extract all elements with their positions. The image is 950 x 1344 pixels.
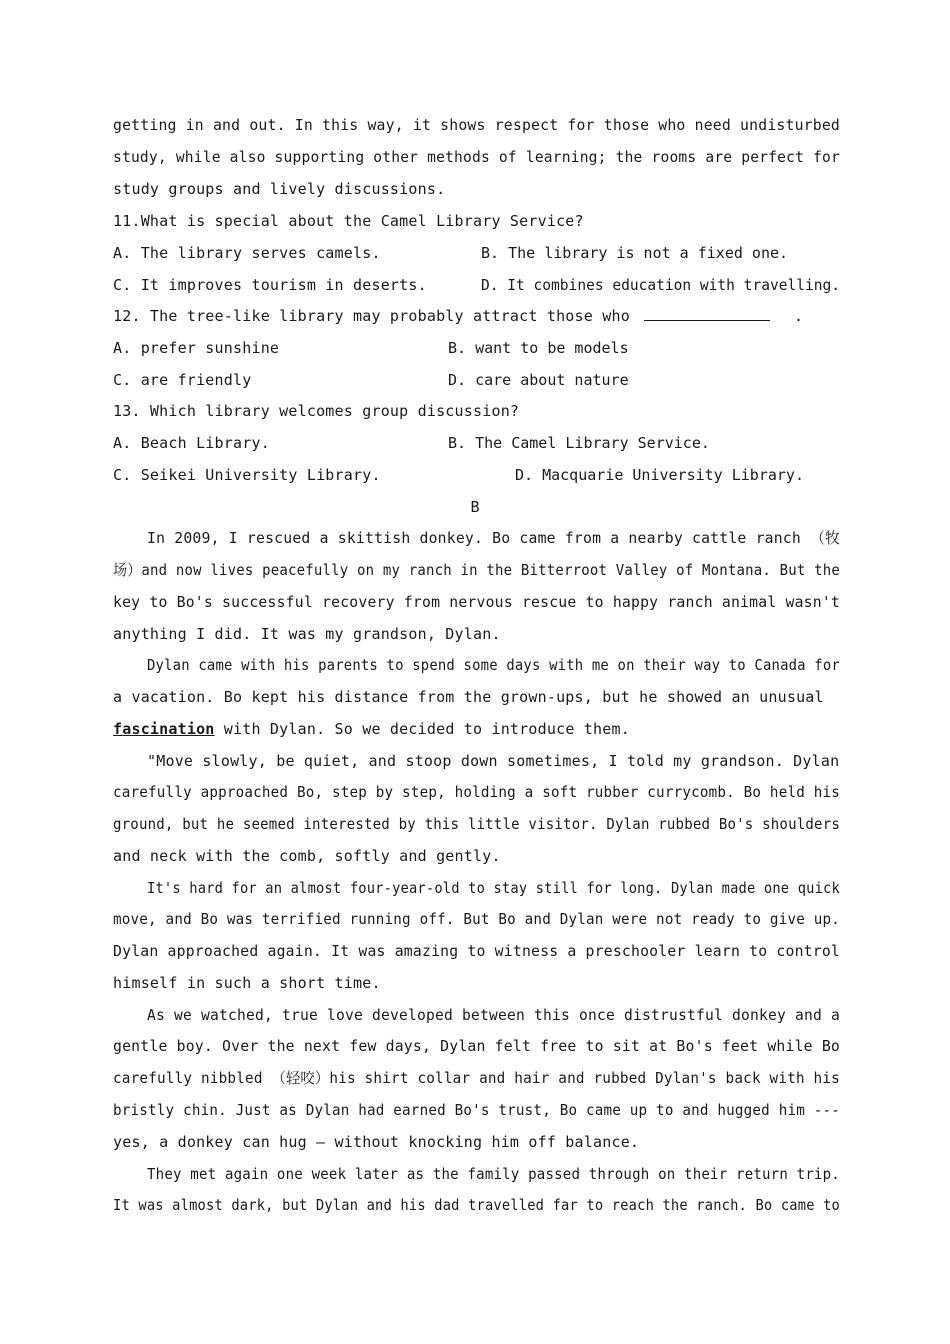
question-12-option-b: B. want to be models <box>448 339 629 357</box>
underlined-word: fascination <box>113 720 215 738</box>
paragraph-line: gentle boy. Over the next few days, Dylan felt free to sit at Bo's feet while Bo <box>113 1037 841 1055</box>
paragraph-line: As we watched, true love developed between this once distrustful donkey and a <box>147 1006 841 1024</box>
paragraph-line: bristly chin. Just as Dylan had earned Bo's trust, Bo came up to and hugged him --- <box>113 1101 841 1119</box>
paragraph-line: They met again one week later as the family passed through on their return trip. <box>147 1165 840 1183</box>
paragraph-line: In 2009, I rescued a skittish donkey. Bo came from a nearby cattle ranch （牧 <box>147 529 840 547</box>
paragraph-text: with Dylan. So we decided to introduce them. <box>214 720 630 738</box>
section-b-heading: B <box>470 498 480 516</box>
question-13-stem: 13. Which library welcomes group discussion? <box>113 402 520 420</box>
passage-a-line: study groups and lively discussions. <box>113 180 446 198</box>
paragraph-line: himself in such a short time. <box>113 974 381 992</box>
question-12-line <box>113 306 803 326</box>
question-12-option-a: A. prefer sunshine <box>113 339 280 357</box>
paragraph-line: anything I did. It was my grandson, Dylan. <box>113 625 501 643</box>
paragraph-line: and neck with the comb, softly and gently. <box>113 847 501 865</box>
question-12-option-d: D. care about nature <box>448 371 629 389</box>
passage-a-line: study, while also supporting other methods of learning; the rooms are perfect for <box>113 148 840 166</box>
question-13-option-a: A. Beach Library. <box>113 434 270 452</box>
question-11-stem: 11.What is special about the Camel Library Service? <box>113 212 584 230</box>
paragraph-line <box>113 719 630 739</box>
paragraph-line: Dylan approached again. It was amazing to witness a preschooler learn to control <box>113 942 841 960</box>
question-13-option-b: B. The Camel Library Service. <box>448 434 710 452</box>
question-11-option-c: C. It improves tourism in deserts. <box>113 276 427 294</box>
paragraph-line: ground, but he seemed interested by this little visitor. Dylan rubbed Bo's shoulders <box>113 815 841 833</box>
paragraph-line: It's hard for an almost four-year-old to stay still for long. Dylan made one quick <box>147 879 840 897</box>
question-11-option-d: D. It combines education with travelling. <box>481 276 841 294</box>
passage-a-line: getting in and out. In this way, it shows respect for those who need undisturbed <box>113 116 841 134</box>
paragraph-line: carefully nibbled （轻咬）his shirt collar and hair and rubbed Dylan's back with his <box>113 1069 840 1087</box>
paragraph-line: carefully approached Bo, step by step, holding a soft rubber currycomb. Bo held his <box>113 783 841 801</box>
answer-blank <box>644 306 770 321</box>
question-11-option-a: A. The library serves camels. <box>113 244 381 262</box>
paragraph-line: key to Bo's successful recovery from nervous rescue to happy ranch animal wasn't <box>113 593 841 611</box>
paragraph-line: Dylan came with his parents to spend some days with me on their way to Canada for <box>147 656 840 674</box>
paragraph-line: It was almost dark, but Dylan and his dad travelled far to reach the ranch. Bo came to <box>113 1196 841 1214</box>
paragraph-line: yes, a donkey can hug — without knocking him off balance. <box>113 1133 640 1151</box>
paragraph-line: a vacation. Bo kept his distance from the grown-ups, but he showed an unusual <box>113 688 824 706</box>
question-12-stem: 12. The tree-like library may probably attract those who <box>113 307 630 325</box>
question-13-option-c: C. Seikei University Library. <box>113 466 381 484</box>
question-13-option-d: D. Macquarie University Library. <box>515 466 804 484</box>
question-11-option-b: B. The library is not a fixed one. <box>481 244 789 262</box>
paragraph-line: 场）and now lives peacefully on my ranch in the Bitterroot Valley of Montana. But the <box>113 561 840 579</box>
paragraph-line: move, and Bo was terrified running off. But Bo and Dylan were not ready to give up. <box>113 910 841 928</box>
paragraph-line: "Move slowly, be quiet, and stoop down sometimes, I told my grandson. Dylan <box>147 752 840 770</box>
question-12-option-c: C. are friendly <box>113 371 252 389</box>
question-12-end: . <box>793 307 804 325</box>
